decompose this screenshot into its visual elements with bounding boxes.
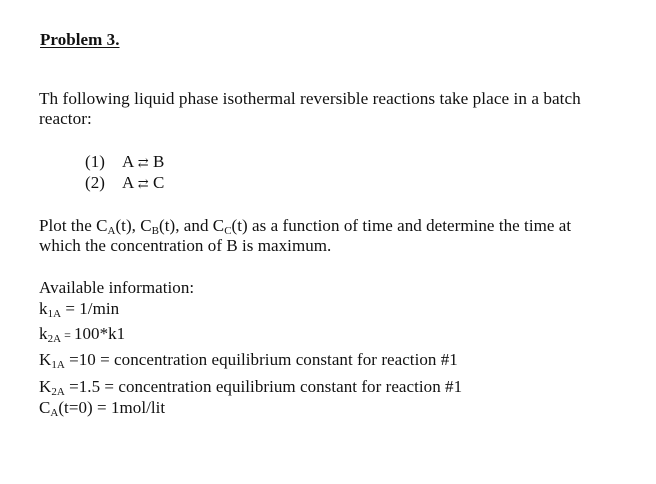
equals-sign: = <box>61 328 74 342</box>
reaction-2-reactant: A <box>122 173 134 192</box>
task-line-2: which the concentration of B is maximum. <box>39 236 332 255</box>
reaction-1-product: B <box>152 152 165 171</box>
info-k1a <box>39 299 119 321</box>
task-text: (t) as a function of time and determine the time at <box>231 216 572 235</box>
info-heading: Available information: <box>39 278 195 297</box>
task-text: (t), and C <box>159 216 225 235</box>
info-K2a <box>39 377 462 399</box>
reaction-2-product: C <box>152 173 165 192</box>
value: =10 = concentration equilibrium constant for reaction #1 <box>64 350 458 369</box>
subscript: C <box>224 225 232 237</box>
value: =1.5 = concentration equilibrium constant for reaction #1 <box>64 377 463 396</box>
task-text: (t), C <box>115 216 152 235</box>
symbol: C <box>39 398 51 417</box>
info-initial-concentration <box>39 398 165 420</box>
info-k2a <box>39 324 125 346</box>
reversible-arrow-icon: ⇄ <box>137 177 149 192</box>
reaction-2 <box>85 173 164 195</box>
symbol: K <box>39 377 52 396</box>
reversible-arrow-icon: ⇄ <box>137 156 149 171</box>
reaction-2-number: (2) <box>85 173 105 192</box>
reaction-1-number: (1) <box>85 152 105 171</box>
subscript: 1A <box>51 359 65 371</box>
reaction-1 <box>85 152 164 174</box>
subscript: A <box>50 407 59 419</box>
reaction-1-reactant: A <box>122 152 134 171</box>
subscript: A <box>107 225 116 237</box>
task-line-1 <box>39 216 571 238</box>
symbol: k <box>39 324 48 343</box>
subscript: 2A <box>47 333 62 345</box>
intro-line-2: reactor: <box>39 109 92 128</box>
info-K1a <box>39 350 458 372</box>
subscript: 2A <box>51 386 65 398</box>
problem-title: Problem 3. <box>40 30 120 49</box>
symbol: K <box>39 350 52 369</box>
value: = 1/min <box>61 299 120 318</box>
intro-line-1: Th following liquid phase isothermal reversible reactions take place in a batch <box>39 89 581 108</box>
symbol: k <box>39 299 48 318</box>
subscript: B <box>151 225 159 237</box>
value: (t=0) = 1mol/lit <box>58 398 166 417</box>
value: 100*k1 <box>73 324 126 343</box>
subscript: 1A <box>47 308 62 320</box>
task-text: Plot the C <box>39 216 108 235</box>
